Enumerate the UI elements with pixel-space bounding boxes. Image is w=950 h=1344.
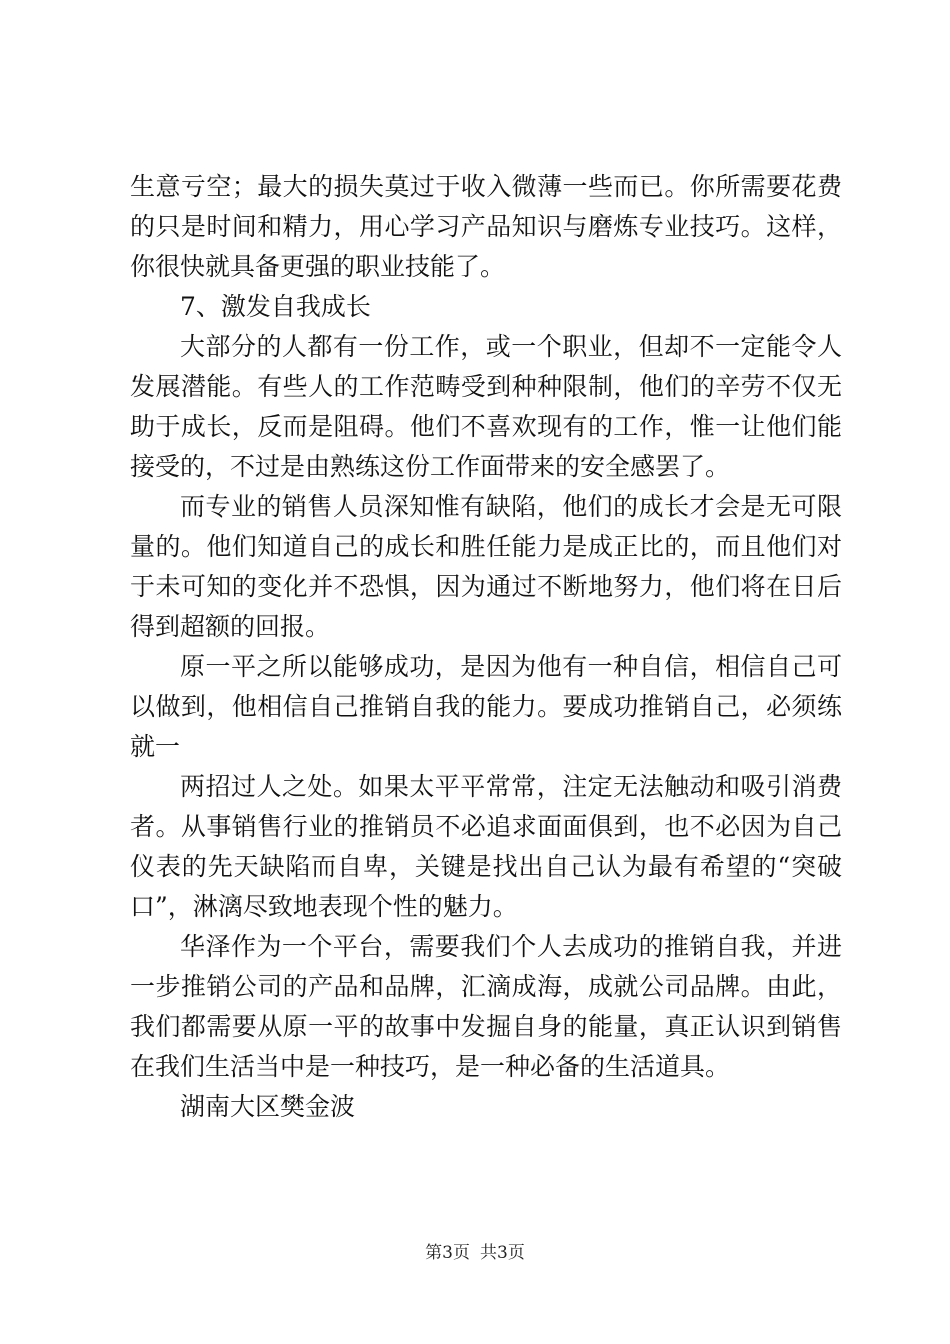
paragraph-5: 两招过人之处。如果太平平常常，注定无法触动和吸引消费者。从事销售行业的推销员不必追求面面俱到，也不必因为自己仪表的先天缺陷而自卑，关键是找出自己认为最有希望的“突破口”，淋漓尽致地表现个性的魅力。	[130, 772, 842, 921]
author-signature: 湖南大区樊金波	[180, 1092, 356, 1121]
page-total: 共3页	[480, 1243, 525, 1263]
section-heading: 7、激发自我成长	[180, 292, 371, 321]
page-footer	[0, 1241, 950, 1265]
page-number: 第3页	[425, 1243, 470, 1263]
paragraph-4: 原一平之所以能够成功，是因为他有一种自信，相信自己可以做到，他相信自己推销自我的能力。要成功推销自己，必须练就一	[130, 652, 842, 761]
document-body	[130, 167, 842, 1127]
paragraph-1: 生意亏空；最大的损失莫过于收入微薄一些而已。你所需要花费的只是时间和精力，用心学习产品知识与磨炼专业技巧。这样，你很快就具备更强的职业技能了。	[130, 172, 842, 281]
paragraph-3: 而专业的销售人员深知惟有缺陷，他们的成长才会是无可限量的。他们知道自己的成长和胜任能力是成正比的，而且他们对于未可知的变化并不恐惧，因为通过不断地努力，他们将在日后得到超额的回报。	[130, 492, 842, 641]
paragraph-6: 华泽作为一个平台，需要我们个人去成功的推销自我，并进一步推销公司的产品和品牌，汇滴成海，成就公司品牌。由此，我们都需要从原一平的故事中发掘自身的能量，真正认识到销售在我们生活当中是一种技巧，是一种必备的生活道具。	[130, 932, 842, 1081]
paragraph-2: 大部分的人都有一份工作，或一个职业，但却不一定能令人发展潜能。有些人的工作范畴受到种种限制，他们的辛劳不仅无助于成长，反而是阻碍。他们不喜欢现有的工作，惟一让他们能接受的，不过是由熟练这份工作面带来的安全感罢了。	[130, 332, 842, 481]
